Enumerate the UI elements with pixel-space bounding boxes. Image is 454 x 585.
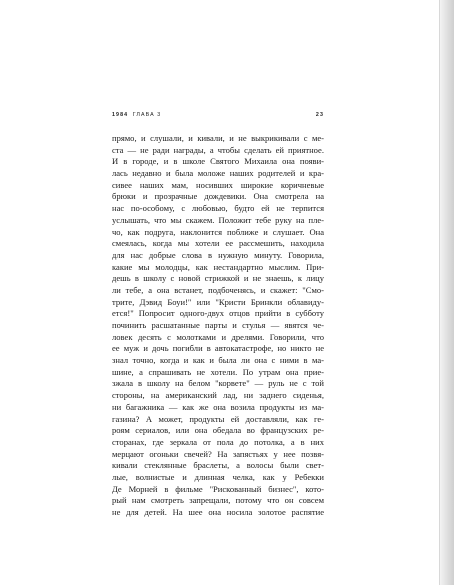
running-head xyxy=(112,112,324,122)
text-line: брюки и прозрачные дождевики. Она смотрела на xyxy=(112,191,324,202)
text-line: роям сериалов, или она обедала во французских ре- xyxy=(112,425,324,436)
text-line: ется!" Попросит одного-двух отцов прийти в субботу xyxy=(112,308,324,319)
text-line: сивее наших мам, носивших широкие коричневые xyxy=(112,179,324,190)
text-line: ее муж и дочь погибли в автокатастрофе, но никто не xyxy=(112,343,324,354)
page-edge-shadow xyxy=(440,0,454,585)
text-line: починить расшатанные парты и стулья — явятся че- xyxy=(112,320,324,330)
text-line: газина? А может, продукты ей доставляли, как ге- xyxy=(112,413,324,424)
text-line: Де Морней в фильме "Рискованный бизнес", кото- xyxy=(112,483,324,494)
text-line: лые, волнистые и длинная челка, как у Ребекки xyxy=(112,471,324,482)
page-number: 23 xyxy=(315,112,324,118)
text-line: для нас добрые слова в нужную минуту. Говорила, xyxy=(112,249,324,260)
text-line: знал точно, когда и как и была ли она с ними в ма- xyxy=(112,355,324,366)
running-head-chapter: ГЛАВА 3 xyxy=(132,112,162,118)
text-line: рый нам смотреть запрещали, потому что он совсем xyxy=(112,495,324,506)
text-line: зжала в школу на белом "корвете" — руль не с той xyxy=(112,378,324,389)
text-line: какие мы молодцы, как нестандартно мыслим. При- xyxy=(112,261,324,272)
text-line: ни багажника — как же она возила продукты из ма- xyxy=(112,401,324,412)
text-line: ста — не ради награды, а чтобы сделать ей приятное. xyxy=(112,144,324,155)
text-line: смеялась, когда мы хотели ее рассмешить, находила xyxy=(112,238,324,249)
text-line: прямо, и слушали, и кивали, и не выкрикивали с ме- xyxy=(112,133,324,143)
running-head-year: 1984 xyxy=(112,112,129,118)
text-line: ловек десять с молотками и дрелями. Говорили, что xyxy=(112,331,324,342)
text-line: дешь в школу с новой стрижкой и не знаешь, к лицу xyxy=(112,273,324,284)
text-line: кивали стеклянные браслеты, а волосы были свет- xyxy=(112,460,324,471)
text-line: мерцают огоньки свечей? На запястьях у нее позвя- xyxy=(112,448,324,459)
text-line: чо, как подруга, наклонится поближе и слушает. Она xyxy=(112,226,324,237)
text-line: лась недавно и была моложе наших родителей и кра- xyxy=(112,168,324,179)
text-line: услышать, что мы скажем. Положит тебе руку на пле- xyxy=(112,214,324,225)
text-line: И в городе, и в школе Святого Михаила она появи- xyxy=(112,156,324,167)
text-line: шине, а спрашивать не хотели. По утрам она прие- xyxy=(112,366,324,377)
text-line: сторанах, где зеркала от пола до потолка, а в них xyxy=(112,436,324,447)
text-line: трите, Дэвид Боуи!" или "Кристи Бринкли облавиду- xyxy=(112,296,324,307)
text-line: стороны, на американский лад, ни заднего сиденья, xyxy=(112,390,324,401)
text-line: не для детей. На шее она носила золотое распятие xyxy=(112,507,324,517)
text-line: нас по-особому, с любовью, будто ей не терпится xyxy=(112,203,324,214)
text-line: ли тебе, а она встанет, подбоченясь, и скажет: "Смо- xyxy=(112,284,324,295)
body-text xyxy=(112,133,324,519)
